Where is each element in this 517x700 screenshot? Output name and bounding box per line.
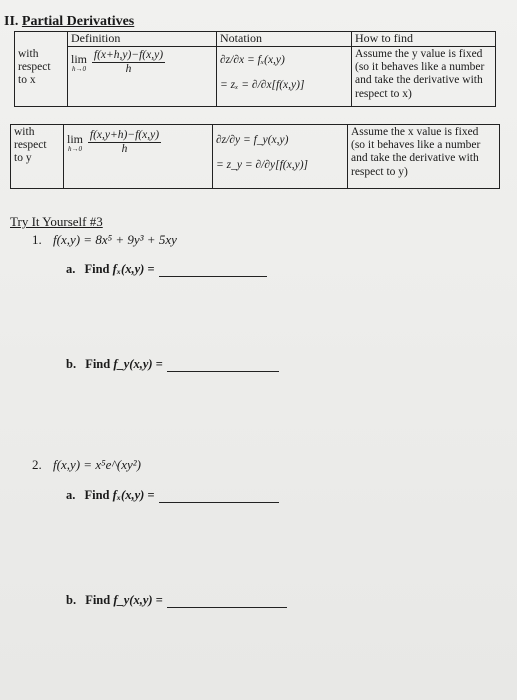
partial-x-table [14,31,496,107]
row-x-notation: ∂z/∂x = fₓ(x,y) = zₓ = ∂/∂x[f(x,y)] [217,47,352,107]
section-title: Partial Derivatives [21,14,135,29]
answer-blank[interactable] [167,359,279,372]
answer-blank[interactable] [167,595,287,608]
answer-blank[interactable] [159,490,279,503]
problem-2-function: f(x,y) = x⁵e^(xy²) [53,457,141,472]
row-y-label: with respect to y [11,125,64,189]
difference-quotient: $\frac{f(x+h,y)-f(x,y)}{h}$ [93,49,164,76]
problem-2a: a. Find fₓ(x,y) = [66,488,279,503]
problem-2: 2. f(x,y) = x⁵e^(xy²) [32,457,141,472]
problem-1a: a. Find fₓ(x,y) = [66,262,267,277]
row-x-how: Assume the y value is fixed (so it behaves like a number and take the derivative with respect to x) [352,47,496,107]
section-heading [4,14,134,30]
row-x-label: with respect to x [15,47,68,107]
difference-quotient: $\frac{f(x,y+h)-f(x,y)}{h}$ [89,129,160,156]
section-number: II. [4,14,19,29]
notation-header: Notation [217,32,352,47]
limit-symbol: lim h→0 [71,51,88,73]
limit-symbol: lim h→0 [67,131,84,153]
try-it-yourself-title: Try It Yourself #3 [10,214,103,229]
partial-y-table [10,124,500,189]
row-y-how: Assume the x value is fixed (so it behaves like a number and take the derivative with respect to y) [348,125,500,189]
problem-1: 1. f(x,y) = 8x⁵ + 9y³ + 5xy [32,232,177,247]
definition-header: Definition [68,32,217,47]
problem-1b: b. Find f_y(x,y) = [66,357,279,372]
row-y-notation: ∂z/∂y = f_y(x,y) = z_y = ∂/∂y[f(x,y)] [213,125,348,189]
problem-2b: b. Find f_y(x,y) = [66,593,287,608]
answer-blank[interactable] [159,264,267,277]
row-y-definition [64,125,213,189]
row-x-definition [68,47,217,107]
problem-1-function: f(x,y) = 8x⁵ + 9y³ + 5xy [53,232,177,247]
how-header: How to find [352,32,496,47]
